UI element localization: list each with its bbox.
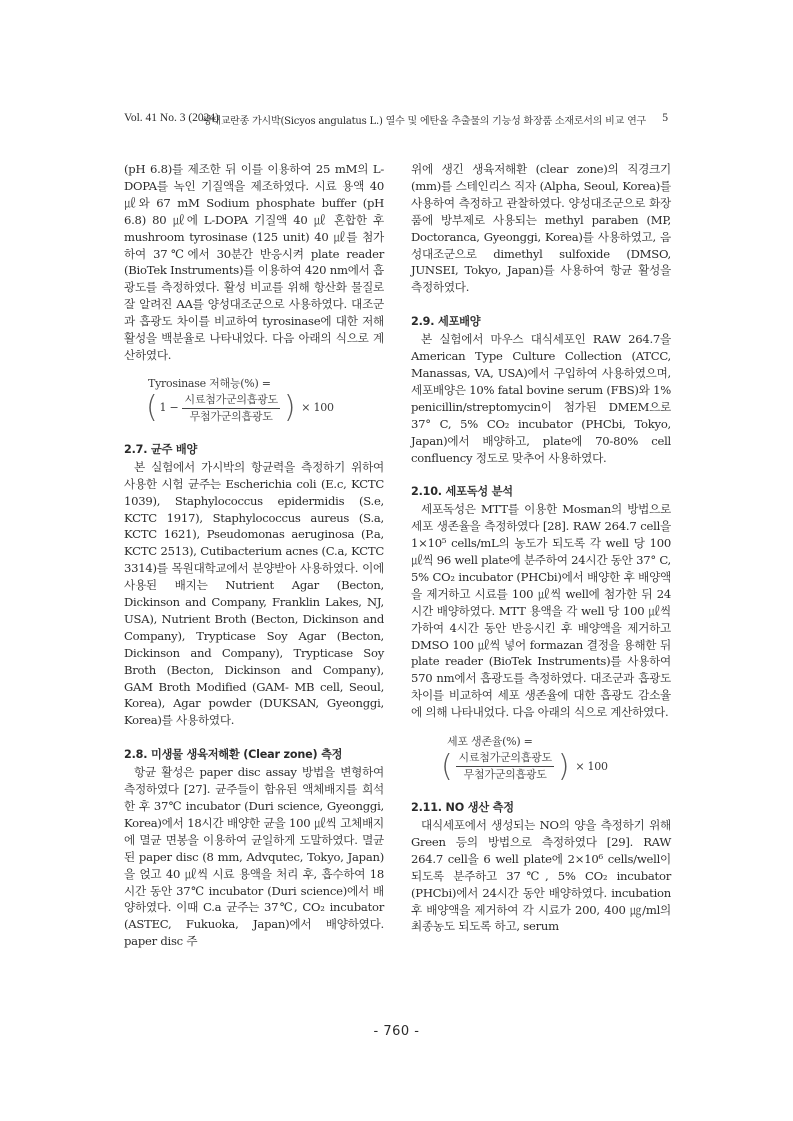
section-2-10-text: 세포독성은 MTT를 이용한 Mosman의 방법으로 세포 생존율을 측정하였다 [28]. RAW 264.7 cell을 1×10⁵ cells/mL의 농도가 되도록 각 well 당 100 ㎕씩 96 well plate에 분주하여 24시간 동안 37° C, 5% CO₂ incubator (PHCbi)에서 배양한 후 배양액을 제거하고 시료를 100 ㎕씩 well에 첨가한 뒤 24시간 배양하였다. MTT 용액을 각 well 당 100 ㎕씩 가하여 4시간 동안 반응시킨 후 배양액을 제거하고 DMSO 100 ㎕씩 넣어 formazan 결정을 용해한 뒤 plate reader (BioTek Instruments)를 사용하여 570 nm에서 흡광도를 측정하였다. 대조군과 흡광도 차이를 비교하여 세포 생존율에 대한 흡광도 감소율에 의해 나타내었다. 다음 아래의 식으로 계산하였다. (411, 502, 671, 720)
one-minus: 1 − (159, 401, 179, 415)
section-2-7-heading: 2.7. 균주 배양 (124, 442, 198, 456)
fraction-denominator: 무첨가군의흡광도 (189, 409, 273, 423)
journal-volume: Vol. 41 No. 3 (2024) (124, 112, 219, 124)
formula-lhs: Tyrosinase 저해능(%) = (148, 376, 271, 390)
right-column (411, 161, 671, 935)
page-footer-number: - 760 - (373, 1024, 420, 1039)
section-2-8-heading: 2.8. 미생물 생육저해환 (Clear zone) 측정 (124, 748, 343, 762)
left-column (124, 161, 384, 950)
fraction-numerator: 시료첨가군의흡광도 (182, 393, 279, 409)
fraction-denominator: 무첨가군의흡광도 (463, 768, 547, 782)
header-page-number: 5 (662, 112, 668, 124)
cell-viability-formula (411, 735, 671, 782)
times-100: × 100 (301, 401, 334, 415)
right-paren: ) (283, 390, 296, 426)
section-2-7-text: 본 실험에서 가시박의 항균력을 측정하기 위하여 사용한 시험 균주는 Escherichia coli (E.c, KCTC 1039), Staphylococcus epidermidis (S.e, KCTC 1917), Staphylococcus aureus (S.a, KCTC 1621), Pseudomonas aeruginosa (P.a, KCTC 2513), Cutibacterium acnes (C.a, KCTC 3314)를 목원대학교에서 분양받아 사용하였다. 이에 사용된 배지는 Nutrient Agar (Becton, Dickinson and Company, Franklin Lakes, NJ, USA), Nutrient Broth (Becton, Dickinson and Company), Trypticase Soy Agar (Becton, Dickinson and Company), Trypticase Soy Broth (Becton, Dickinson and Company), GAM Broth Modified (GAM- MB cell, Seoul, Korea), Agar powder (DUKSAN, Gyeonggi, Korea)를 사용하였다. (124, 459, 384, 728)
right-paren: ) (557, 748, 570, 784)
section-2-11-text: 대식세포에서 생성되는 NO의 양을 측정하기 위해 Green 등의 방법으로 측정하였다 [29]. RAW 264.7 cell을 6 well plate에 2×10⁶ cells/well이 되도록 분주하고 37℃, 5% CO₂ incubator (PHCbi)에서 24시간 동안 배양하였다. incubation 후 배양액을 제거하여 각 시료가 200, 400 ㎍/ml의 최종농도 되도록 하고, serum (411, 818, 671, 934)
section-2-11-heading: 2.11. NO 생산 측정 (411, 801, 514, 815)
section-2-9-text: 본 실험에서 마우스 대식세포인 RAW 264.7을 American Type Culture Collection (ATCC, Manassas, VA, USA)에서 구입하여 사용하였으며, 세포배양은 10% fatal bovine serum (FBS)와 1% penicillin/streptomycin이 첨가된 DMEM으로 37° C, 5% CO₂ incubator (PHCbi, Tokyo, Japan)에서 배양하고, plate에 70-80% cell confluency 정도로 맞추어 사용하였다. (411, 332, 671, 465)
left-paren: ( (146, 390, 158, 426)
section-2-8-text: 항균 활성은 paper disc assay 방법을 변형하여 측정하였다 [27]. 균주들이 함유된 액체배지를 희석한 후 37℃ incubator (Duri science, Gyeonggi, Korea)에서 18시간 배양한 균을 100 ㎕씩 고체배지에 멸균 면봉을 이용하여 균일하게 도말하였다. 멸균된 paper disc (8 mm, Advqutec, Tokyo, Japan)을 얹고 40 ㎕씩 시료 용액을 처리 후, 흡수하여 18시간 동안 37℃ incubator (Duri science)에서 배양하였다. 이때 C.a 균주는 37℃, CO₂ incubator (ASTEC, Fukuoka, Japan)에서 배양하였다. paper disc 주 (124, 765, 384, 949)
fraction (182, 393, 279, 424)
formula-lhs: 세포 생존율(%) = (447, 735, 533, 749)
running-title: 생태교란종 가시박(Sicyos angulatus L.) 열수 및 에탄올 추출물의 기능성 화장품 소재로서의 비교 연구 (201, 116, 646, 127)
times-100: × 100 (575, 759, 608, 773)
tyrosinase-formula (124, 377, 384, 424)
tyrosinase-method-paragraph: (pH 6.8)를 제조한 뒤 이를 이용하여 25 mM의 L-DOPA를 녹인 기질액을 제조하였다. 시료 용액 40 ㎕와 67 mM Sodium phosphate buffer (pH 6.8) 80 ㎕에 L-DOPA 기질액 40 ㎕ 혼합한 후 mushroom tyrosinase (125 unit) 40 ㎕를 첨가하여 37℃에서 30분간 반응시켜 plate reader (BioTek Instruments)를 이용하여 420 nm에서 흡광도를 측정하였다. 활성 비교를 위해 항산화 물질로 잘 알려진 AA를 양성대조군으로 사용하였다. 대조군과 흡광도 차이를 비교하여 tyrosinase에 대한 저해 활성을 백분율로 나타내었다. 다음 아래의 식으로 계산하였다. (124, 162, 384, 362)
section-2-9-heading: 2.9. 세포배양 (411, 315, 481, 329)
fraction (456, 751, 553, 782)
fraction-numerator: 시료첨가군의흡광도 (456, 751, 553, 767)
running-header (124, 112, 668, 128)
section-2-10-heading: 2.10. 세포독성 분석 (411, 485, 513, 499)
clear-zone-continuation: 위에 생긴 생육저해환 (clear zone)의 직경크기(mm)를 스테인리스 직자 (Alpha, Seoul, Korea)를 사용하여 측정하고 관찰하였다. 양성대조군으로 화장품에 방부제로 사용되는 methyl paraben (MP, Doctoranca, Gyeonggi, Korea)를 사용하였고, 음성대조군으로 dimethyl sulfoxide (DMSO, JUNSEI, Tokyo, Japan)를 사용하여 항균 활성을 측정하였다. (411, 162, 671, 295)
left-paren: ( (441, 748, 453, 784)
